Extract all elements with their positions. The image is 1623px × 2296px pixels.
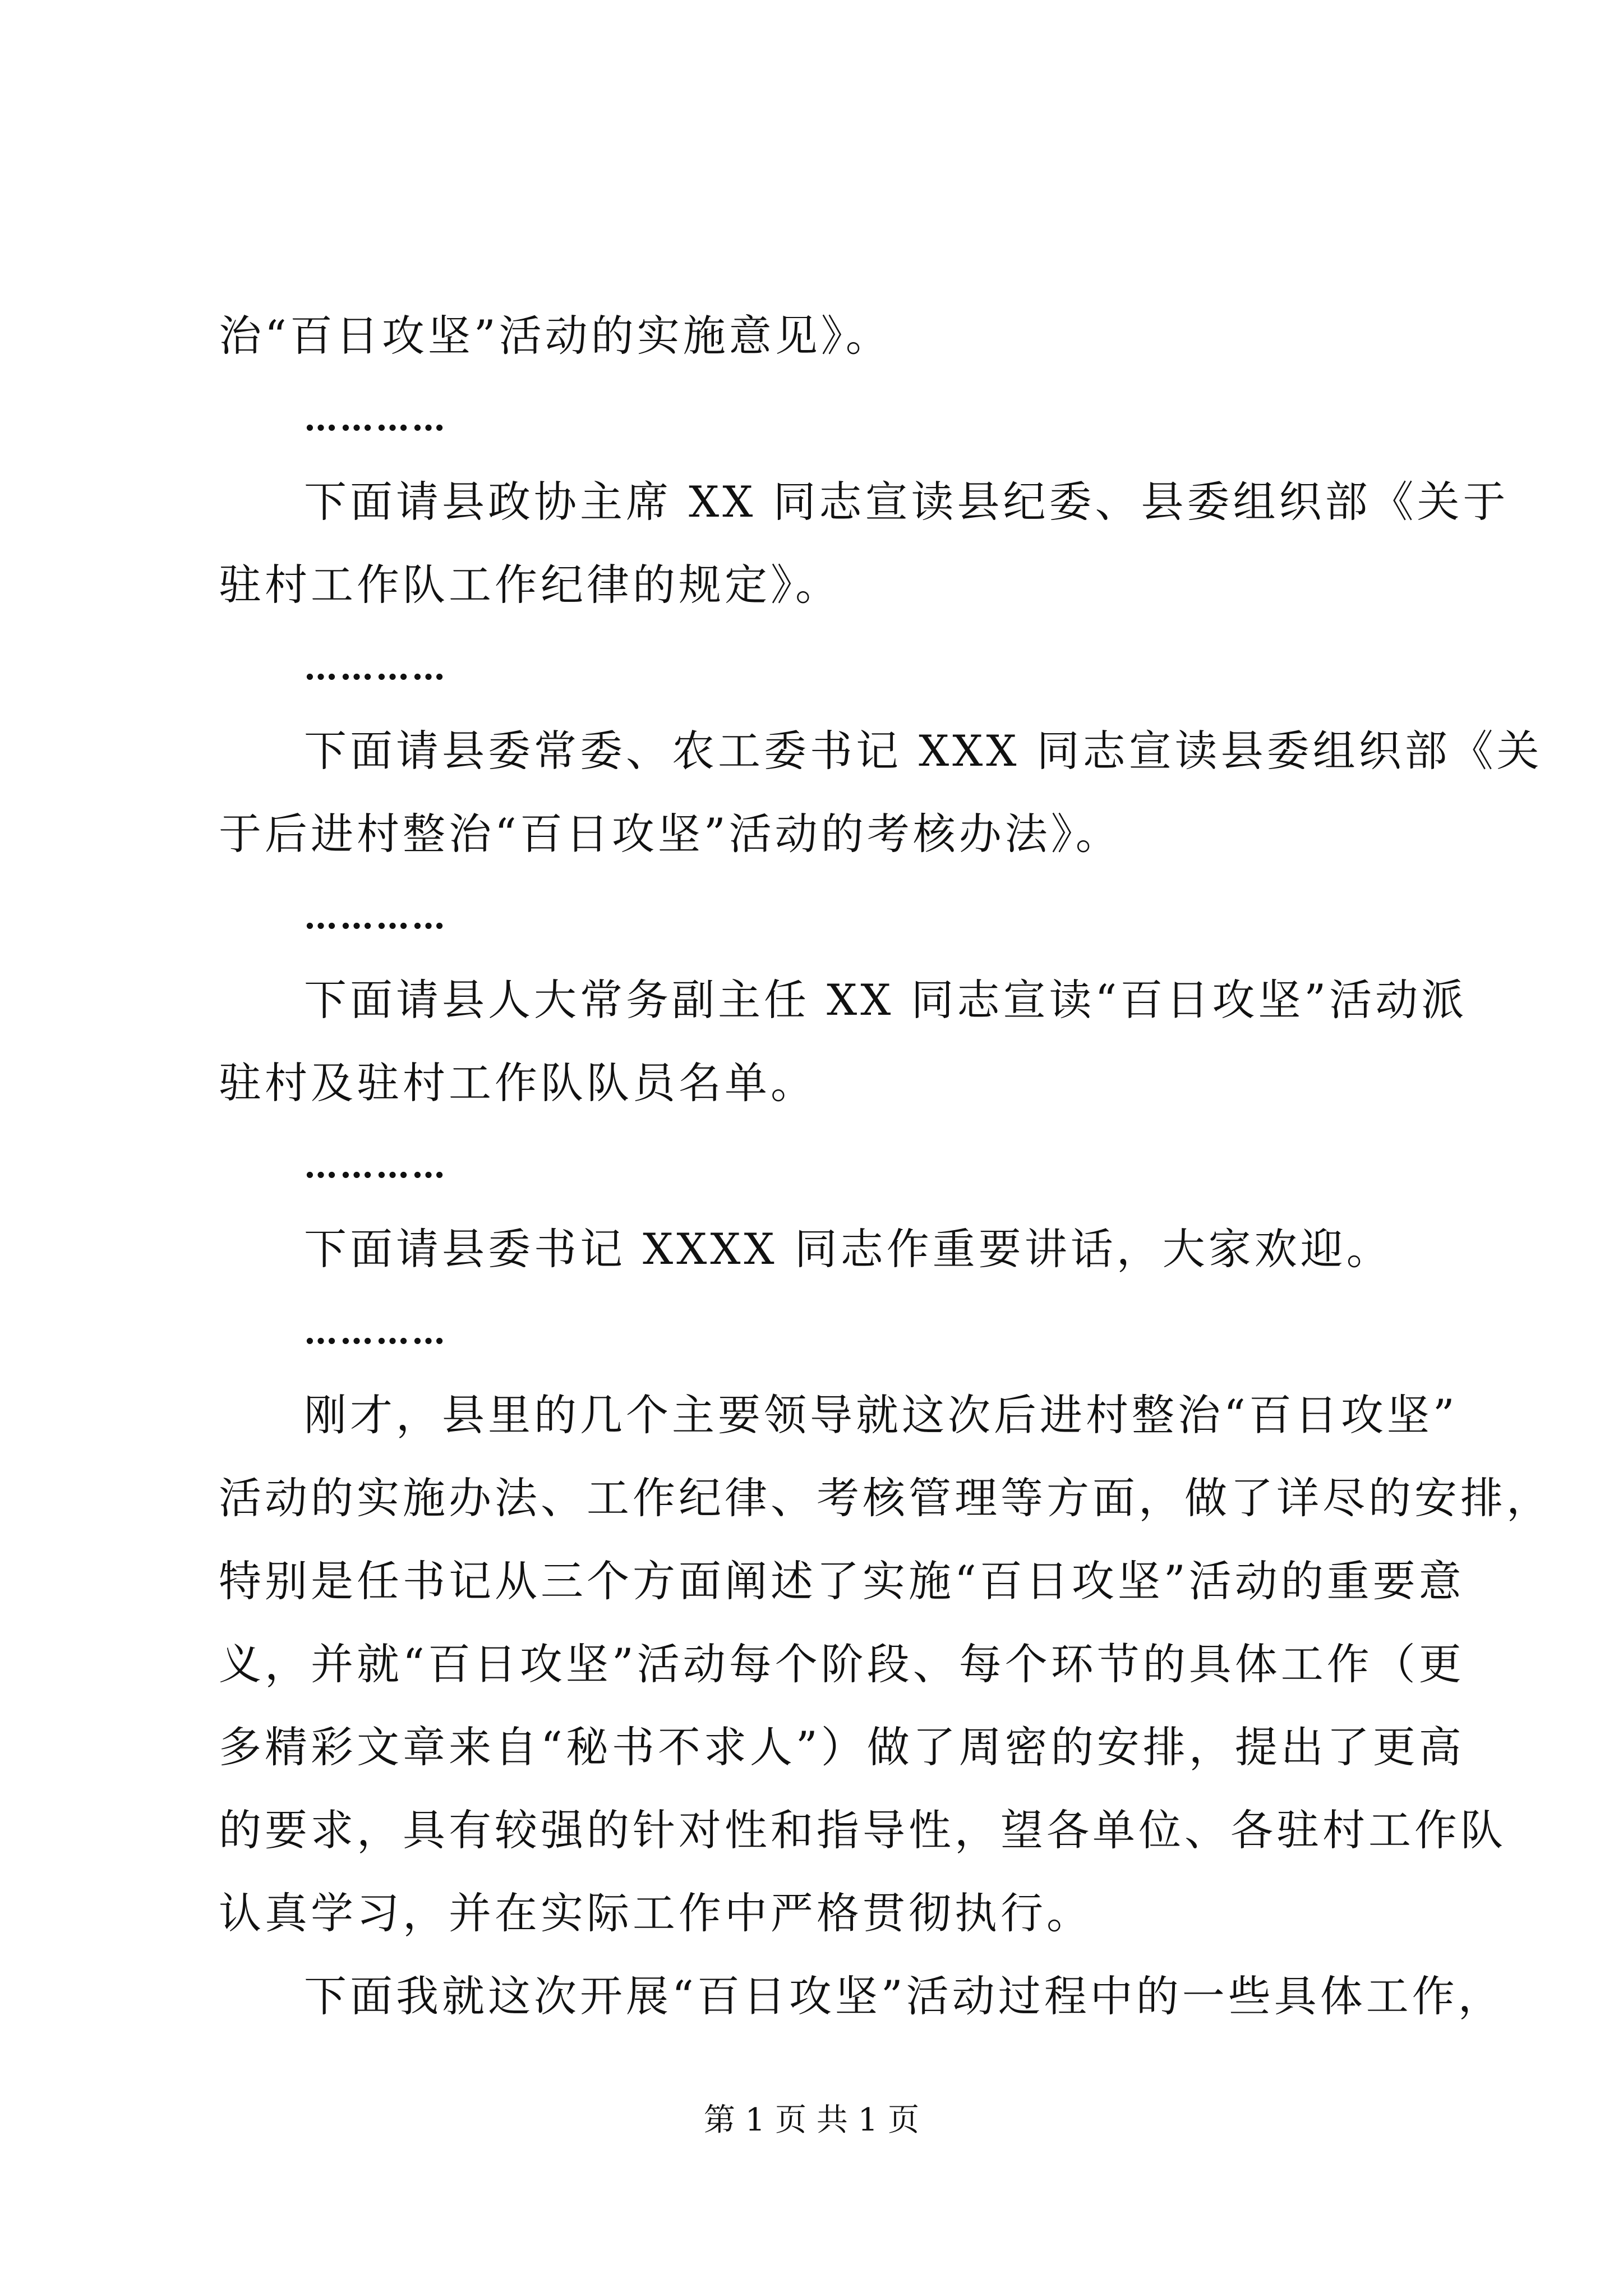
text-line-continuation: 义，并就“百日攻坚”活动每个阶段、每个环节的具体工作（更 xyxy=(219,1639,1465,1689)
text-line-continuation: 认真学习，并在实际工作中严格贯彻执行。 xyxy=(219,1888,1092,1938)
text-line-continuation: 驻村工作队工作纪律的规定》。 xyxy=(219,560,841,610)
ellipsis-separator: ………… xyxy=(304,1147,448,1186)
paragraph-line: 下面请县人大常务副主任 XX 同志宣读“百日攻坚”活动派 xyxy=(304,975,1468,1025)
text-line-continuation: 治“百日攻坚”活动的实施意见》。 xyxy=(219,311,892,361)
body-text xyxy=(219,295,1552,2038)
text-line-continuation: 驻村及驻村工作队队员名单。 xyxy=(219,1058,817,1108)
text-line-continuation: 活动的实施办法、工作纪律、考核管理等方面，做了详尽的安排， xyxy=(219,1473,1552,1523)
paragraph-line: 下面请县委常委、农工委书记 XXX 同志宣读县委组织部《关 xyxy=(304,726,1543,776)
paragraph-line: 刚才，县里的几个主要领导就这次后进村整治“百日攻坚” xyxy=(304,1390,1458,1440)
text-line-continuation: 多精彩文章来自“秘书不求人”）做了周密的安排，提出了更高 xyxy=(219,1722,1465,1772)
ellipsis-separator: ………… xyxy=(304,1313,448,1352)
text-line-continuation: 的要求，具有较强的针对性和指导性，望各单位、各驻村工作队 xyxy=(219,1805,1506,1855)
ellipsis-separator: ………… xyxy=(304,648,448,688)
ellipsis-separator: ………… xyxy=(304,898,448,937)
text-line-continuation: 于后进村整治“百日攻坚”活动的考核办法》。 xyxy=(219,809,1122,859)
paragraph-line: 下面请县政协主席 XX 同志宣读县纪委、县委组织部《关于 xyxy=(304,477,1509,527)
text-line-continuation: 特别是任书记从三个方面阐述了实施“百日攻坚”活动的重要意 xyxy=(219,1556,1465,1606)
paragraph-line: 下面我就这次开展“百日攻坚”活动过程中的一些具体工作， xyxy=(304,1971,1504,2021)
paragraph-line: 下面请县委书记 XXXX 同志作重要讲话，大家欢迎。 xyxy=(304,1224,1393,1274)
ellipsis-separator: ………… xyxy=(304,399,448,439)
page-footer: 第 1 页 共 1 页 xyxy=(703,2102,920,2138)
